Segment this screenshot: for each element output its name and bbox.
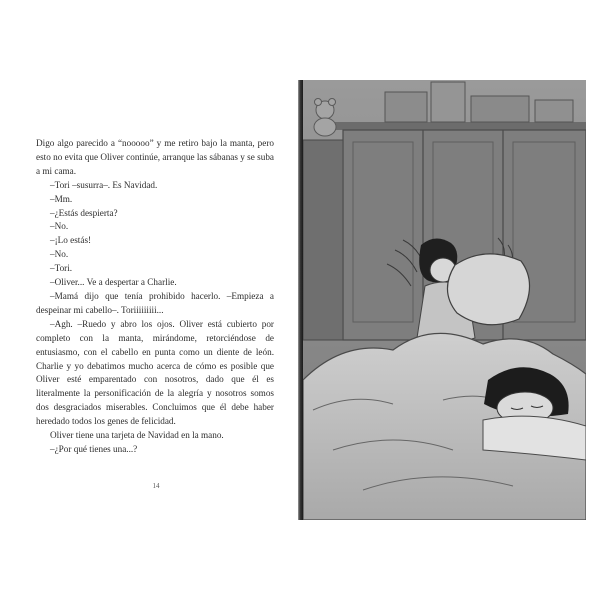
dresser: [303, 140, 343, 340]
paragraph: –¿Estás despierta?: [50, 207, 118, 218]
paragraph: –Tori –susurra–. Es Navidad.: [50, 179, 158, 190]
paragraph: –Mamá dijo que tenía prohibido hacerlo. –Empieza a despeinar mi cabello–. Toriiiiiiiii...: [36, 290, 274, 315]
paragraph: –Tori.: [50, 263, 73, 274]
box: [431, 82, 465, 122]
box: [535, 100, 573, 122]
paragraph: –Oliver... Ve a despertar a Charlie.: [50, 277, 177, 288]
text-block: [36, 137, 274, 457]
paragraph: –No.: [50, 221, 69, 232]
box: [471, 96, 529, 122]
right-page: [303, 80, 586, 520]
page-number: 14: [152, 482, 160, 490]
top-shelf: [333, 122, 586, 130]
paragraph: –No.: [50, 249, 69, 260]
bedroom-illustration: [303, 80, 586, 520]
box: [385, 92, 427, 122]
paragraph: Digo algo parecido a “nooooo” y me retiro bajo la manta, pero esto no evita que Oliver continúe, arranque las sábanas y se suba a mi cama.: [36, 138, 274, 176]
left-page: [14, 80, 298, 520]
paragraph: –¡Lo estás!: [50, 235, 92, 246]
paragraph: Oliver tiene una tarjeta de Navidad en la mano.: [50, 430, 224, 441]
paragraph: –Agh. –Ruedo y abro los ojos. Oliver está cubierto por completo con la manta, mirándome, retorciéndose de entusiasmo, con el cabello en punta como un diente de león. Charlie y yo debatimos mucho acerca de cómo es posible que Oliver esté emparentado con nosotros, dado que él es literalmente la personificación de la alegría y nosotros somos dos desgraciados miserables. Concluimos que él debe haber heredado todos los genes de felicidad.: [36, 318, 274, 427]
paragraph: –Mm.: [50, 193, 73, 204]
paragraph: –¿Por qué tienes una...?: [50, 443, 138, 454]
pillow: [447, 254, 529, 325]
